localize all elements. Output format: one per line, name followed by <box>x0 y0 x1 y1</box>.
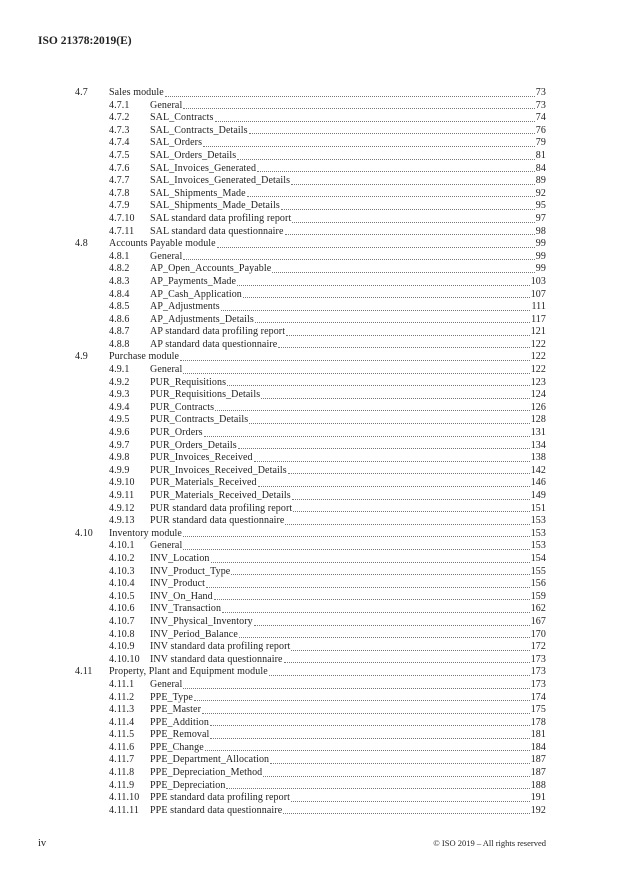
toc-entry-number: 4.11.9 <box>109 779 135 791</box>
dot-leader <box>204 427 530 437</box>
toc-entry-title: Property, Plant and Equipment module <box>109 666 268 678</box>
toc-entry-page: 89 <box>535 175 546 187</box>
toc-entry-number: 4.7 <box>75 87 88 98</box>
toc-subsection-entry[interactable] <box>75 704 546 717</box>
dot-leader <box>283 805 529 815</box>
toc-entry-number: 4.10.7 <box>109 615 135 627</box>
toc-subsection-entry[interactable] <box>75 200 546 213</box>
dot-leader <box>183 540 529 550</box>
toc-entry-page: 98 <box>535 225 546 237</box>
dot-leader <box>254 616 530 626</box>
toc-subsection-entry[interactable] <box>75 616 546 629</box>
toc-entry-page: 107 <box>530 288 546 300</box>
toc-entry-title: SAL_Invoices_Generated <box>150 162 257 174</box>
toc-entry-title: PUR_Materials_Received <box>150 477 257 489</box>
dot-leader <box>210 729 529 739</box>
dot-leader <box>206 578 530 588</box>
toc-subsection-entry[interactable] <box>75 629 546 642</box>
dot-leader <box>269 666 530 676</box>
toc-entry-number: 4.8.1 <box>109 250 130 262</box>
toc-entry-page: 159 <box>530 590 546 602</box>
toc-entry-title: AP_Payments_Made <box>150 275 237 287</box>
toc-entry-page: 99 <box>535 263 546 275</box>
toc-entry-title: PPE_Removal <box>150 729 210 741</box>
toc-entry-page: 149 <box>530 490 546 501</box>
toc-entry-number: 4.7.3 <box>109 124 130 136</box>
dot-leader <box>226 780 529 790</box>
toc-entry-number: 4.11.8 <box>109 767 135 779</box>
toc-entry-title: PUR standard data questionnaire <box>150 515 285 527</box>
dot-leader <box>217 238 535 248</box>
toc-entry-title: PUR_Requisitions <box>150 376 227 388</box>
toc-entry-title: PPE_Change <box>150 741 204 753</box>
toc-entry-page: 188 <box>530 779 546 791</box>
toc-subsection-entry[interactable] <box>75 263 546 276</box>
toc-entry-page: 187 <box>530 754 546 766</box>
toc-entry-number: 4.9.7 <box>109 439 130 451</box>
toc-entry-title: SAL_Shipments_Made <box>150 187 246 199</box>
toc-entry-title: INV_Transaction <box>150 603 222 615</box>
toc-entry-number: 4.10.4 <box>109 578 135 590</box>
toc-entry-page: 81 <box>535 149 546 161</box>
dot-leader <box>281 200 535 210</box>
toc-entry-title: PPE standard data profiling report <box>150 792 291 804</box>
toc-subsection-entry[interactable] <box>75 767 546 780</box>
toc-subsection-entry[interactable] <box>75 692 546 705</box>
toc-entry-page: 73 <box>535 99 546 111</box>
toc-entry-number: 4.8.2 <box>109 263 130 275</box>
toc-subsection-entry[interactable] <box>75 566 546 579</box>
toc-subsection-entry[interactable] <box>75 742 546 755</box>
toc-entry-title: General <box>150 540 183 552</box>
toc-entry-title: SAL_Contracts <box>150 112 214 124</box>
toc-subsection-entry[interactable] <box>75 326 546 339</box>
toc-entry-page: 156 <box>530 578 546 590</box>
toc-entry-number: 4.8 <box>75 238 88 250</box>
toc-entry-page: 146 <box>530 477 546 489</box>
dot-leader <box>249 414 529 424</box>
toc-subsection-entry[interactable] <box>75 402 546 415</box>
dot-leader <box>194 692 530 702</box>
toc-entry-number: 4.9.11 <box>109 490 135 501</box>
toc-entry-page: 111 <box>531 301 546 313</box>
toc-entry-title: General <box>150 250 183 262</box>
toc-entry-number: 4.9 <box>75 351 88 363</box>
page-number: iv <box>38 838 47 849</box>
toc-entry-page: 153 <box>530 515 546 527</box>
toc-entry-page: 134 <box>530 439 546 451</box>
dot-leader <box>285 226 535 236</box>
dot-leader <box>210 717 530 727</box>
toc-entry-number: 4.10.8 <box>109 628 135 640</box>
dot-leader <box>238 440 530 450</box>
toc-entry-title: SAL_Orders_Details <box>150 149 237 161</box>
toc-subsection-entry[interactable] <box>75 679 546 692</box>
toc-entry-number: 4.10.10 <box>109 653 140 665</box>
toc-subsection-entry[interactable] <box>75 603 546 616</box>
toc-entry-page: 126 <box>530 401 546 413</box>
toc-entry-number: 4.7.1 <box>109 99 130 111</box>
dot-leader <box>227 377 530 387</box>
toc-entry-page: 117 <box>531 313 546 325</box>
toc-entry-title: PUR_Orders <box>150 427 203 439</box>
toc-entry-page: 153 <box>530 527 546 539</box>
toc-subsection-entry[interactable] <box>75 515 546 528</box>
toc-entry-page: 74 <box>535 112 546 124</box>
toc-entry-title: SAL_Orders <box>150 137 203 149</box>
toc-entry-number: 4.11.6 <box>109 741 135 753</box>
toc-subsection-entry[interactable] <box>75 540 546 553</box>
toc-entry-page: 172 <box>530 641 546 653</box>
toc-subsection-entry[interactable] <box>75 717 546 730</box>
toc-entry-title: PUR_Invoices_Received <box>150 452 253 464</box>
toc-entry-page: 192 <box>530 804 546 816</box>
toc-entry-number: 4.7.7 <box>109 175 130 187</box>
copyright-notice: © ISO 2019 – All rights reserved <box>433 838 546 848</box>
toc-entry-title: INV standard data questionnaire <box>150 653 283 665</box>
toc-entry-number: 4.7.11 <box>109 225 135 237</box>
toc-subsection-entry[interactable] <box>75 477 546 490</box>
dot-leader <box>286 326 530 336</box>
toc-subsection-entry[interactable] <box>75 641 546 654</box>
dot-leader <box>183 100 534 110</box>
dot-leader <box>183 364 529 374</box>
toc-subsection-entry[interactable] <box>75 289 546 302</box>
toc-section-entry[interactable] <box>75 666 546 679</box>
toc-entry-title: AP_Adjustments_Details <box>150 313 254 325</box>
toc-section-entry[interactable] <box>75 238 546 251</box>
dot-leader <box>237 150 535 160</box>
toc-entry-number: 4.9.12 <box>109 502 135 514</box>
dot-leader <box>270 754 530 764</box>
toc-subsection-entry[interactable] <box>75 654 546 667</box>
toc-entry-title: AP_Cash_Application <box>150 288 242 300</box>
toc-entry-title: INV_On_Hand <box>150 590 213 602</box>
toc-entry-number: 4.7.10 <box>109 212 135 224</box>
toc-entry-page: 99 <box>535 250 546 262</box>
toc-entry-page: 173 <box>530 678 546 690</box>
toc-subsection-entry[interactable] <box>75 213 546 226</box>
toc-entry-title: SAL_Shipments_Made_Details <box>150 200 280 212</box>
toc-entry-title: INV_Product <box>150 578 205 590</box>
toc-entry-page: 138 <box>530 452 546 464</box>
toc-entry-page: 187 <box>530 767 546 779</box>
toc-entry-title: PPE standard data questionnaire <box>150 804 283 816</box>
toc-entry-number: 4.10 <box>75 527 93 539</box>
dot-leader <box>272 263 535 273</box>
toc-entry-title: PPE_Master <box>150 704 201 716</box>
toc-entry-title: SAL_Contracts_Details <box>150 124 248 136</box>
toc-entry-number: 4.8.7 <box>109 326 130 338</box>
toc-section-entry[interactable] <box>75 351 546 364</box>
toc-entry-title: INV standard data profiling report <box>150 641 291 653</box>
dot-leader <box>261 389 530 399</box>
toc-entry-number: 4.9.2 <box>109 376 130 388</box>
dot-leader <box>254 452 530 462</box>
toc-entry-number: 4.9.6 <box>109 427 130 439</box>
toc-entry-number: 4.9.13 <box>109 515 135 527</box>
toc-subsection-entry[interactable] <box>75 452 546 465</box>
toc-entry-title: AP_Adjustments <box>150 301 220 313</box>
dot-leader <box>285 515 529 525</box>
toc-entry-number: 4.11.11 <box>109 804 139 816</box>
dot-leader <box>183 528 530 538</box>
toc-entry-page: 128 <box>530 414 546 426</box>
toc-entry-title: Purchase module <box>109 351 180 363</box>
dot-leader <box>257 163 535 173</box>
toc-entry-page: 92 <box>535 187 546 199</box>
toc-entry-page: 184 <box>530 741 546 753</box>
toc-subsection-entry[interactable] <box>75 301 546 314</box>
toc-entry-page: 122 <box>530 351 546 363</box>
dot-leader <box>243 289 530 299</box>
toc-entry-number: 4.11.10 <box>109 792 140 804</box>
toc-subsection-entry[interactable] <box>75 792 546 805</box>
toc-entry-number: 4.9.1 <box>109 364 130 376</box>
toc-entry-number: 4.9.4 <box>109 401 130 413</box>
toc-entry-page: 191 <box>530 792 546 804</box>
toc-entry-page: 151 <box>530 502 546 514</box>
toc-subsection-entry[interactable] <box>75 112 546 125</box>
toc-entry-page: 73 <box>535 87 546 98</box>
toc-subsection-entry[interactable] <box>75 276 546 289</box>
toc-entry-page: 178 <box>530 716 546 728</box>
toc-subsection-entry[interactable] <box>75 490 546 503</box>
toc-entry-page: 173 <box>530 666 546 678</box>
toc-section-entry[interactable] <box>75 528 546 541</box>
toc-entry-title: PPE_Addition <box>150 716 209 728</box>
toc-entry-number: 4.7.2 <box>109 112 130 124</box>
toc-entry-number: 4.11 <box>75 666 93 678</box>
toc-entry-title: INV_Product_Type <box>150 565 231 577</box>
toc-entry-page: 167 <box>530 615 546 627</box>
dot-leader <box>278 339 529 349</box>
toc-subsection-entry[interactable] <box>75 188 546 201</box>
toc-subsection-entry[interactable] <box>75 251 546 264</box>
toc-subsection-entry[interactable] <box>75 137 546 150</box>
toc-entry-page: 103 <box>530 275 546 287</box>
toc-entry-title: Inventory module <box>109 527 182 539</box>
toc-subsection-entry[interactable] <box>75 100 546 113</box>
toc-subsection-entry[interactable] <box>75 389 546 402</box>
dot-leader <box>292 213 534 223</box>
toc-entry-number: 4.9.5 <box>109 414 130 426</box>
dot-leader <box>284 654 530 664</box>
dot-leader <box>231 566 529 576</box>
toc-subsection-entry[interactable] <box>75 150 546 163</box>
dot-leader <box>165 87 535 97</box>
toc-entry-title: PUR_Contracts_Details <box>150 414 249 426</box>
dot-leader <box>291 641 529 651</box>
toc-entry-number: 4.9.9 <box>109 464 130 476</box>
toc-entry-page: 123 <box>530 376 546 388</box>
dot-leader <box>239 629 530 639</box>
dot-leader <box>291 792 530 802</box>
toc-entry-page: 142 <box>530 464 546 476</box>
toc-subsection-entry[interactable] <box>75 591 546 604</box>
toc-entry-page: 99 <box>535 238 546 250</box>
toc-entry-page: 131 <box>530 427 546 439</box>
toc-entry-page: 155 <box>530 565 546 577</box>
toc-section-entry[interactable] <box>75 87 546 100</box>
toc-entry-page: 122 <box>530 338 546 350</box>
toc-entry-title: INV_Physical_Inventory <box>150 615 253 627</box>
toc-entry-title: PPE_Department_Allocation <box>150 754 270 766</box>
toc-entry-number: 4.7.8 <box>109 187 130 199</box>
toc-entry-page: 95 <box>535 200 546 212</box>
dot-leader <box>215 112 535 122</box>
toc-entry-number: 4.11.4 <box>109 716 135 728</box>
toc-entry-title: General <box>150 364 183 376</box>
dot-leader <box>292 490 530 500</box>
toc-entry-title: SAL standard data questionnaire <box>150 225 284 237</box>
dot-leader <box>291 175 535 185</box>
dot-leader <box>221 301 531 311</box>
table-of-contents <box>75 87 546 817</box>
toc-entry-title: PPE_Depreciation <box>150 779 226 791</box>
toc-entry-number: 4.8.5 <box>109 301 130 313</box>
dot-leader <box>202 704 530 714</box>
toc-entry-page: 84 <box>535 162 546 174</box>
toc-entry-number: 4.8.6 <box>109 313 130 325</box>
dot-leader <box>293 503 529 513</box>
toc-entry-title: PUR_Orders_Details <box>150 439 237 451</box>
toc-entry-number: 4.10.1 <box>109 540 135 552</box>
toc-entry-number: 4.9.10 <box>109 477 135 489</box>
toc-subsection-entry[interactable] <box>75 414 546 427</box>
toc-entry-number: 4.10.3 <box>109 565 135 577</box>
toc-subsection-entry[interactable] <box>75 465 546 478</box>
toc-entry-number: 4.8.4 <box>109 288 130 300</box>
toc-entry-number: 4.7.5 <box>109 149 130 161</box>
toc-entry-page: 153 <box>530 540 546 552</box>
toc-entry-title: PUR_Contracts <box>150 401 215 413</box>
toc-subsection-entry[interactable] <box>75 440 546 453</box>
toc-entry-title: PPE_Depreciation_Method <box>150 767 263 779</box>
toc-entry-number: 4.10.5 <box>109 590 135 602</box>
dot-leader <box>215 402 530 412</box>
toc-entry-title: AP_Open_Accounts_Payable <box>150 263 272 275</box>
toc-entry-page: 97 <box>535 212 546 224</box>
toc-entry-number: 4.11.1 <box>109 678 135 690</box>
toc-entry-title: PUR_Materials_Received_Details <box>150 490 291 501</box>
toc-entry-title: Accounts Payable module <box>109 238 216 250</box>
toc-entry-title: AP standard data profiling report <box>150 326 286 338</box>
toc-entry-number: 4.9.8 <box>109 452 130 464</box>
toc-subsection-entry[interactable] <box>75 364 546 377</box>
toc-entry-number: 4.11.3 <box>109 704 135 716</box>
dot-leader <box>211 553 530 563</box>
dot-leader <box>183 679 529 689</box>
toc-entry-title: SAL_Invoices_Generated_Details <box>150 175 291 187</box>
toc-subsection-entry[interactable] <box>75 754 546 767</box>
toc-entry-number: 4.10.9 <box>109 641 135 653</box>
dot-leader <box>237 276 530 286</box>
toc-entry-title: PUR_Invoices_Received_Details <box>150 464 287 476</box>
toc-entry-title: AP standard data questionnaire <box>150 338 278 350</box>
toc-subsection-entry[interactable] <box>75 163 546 176</box>
toc-entry-number: 4.7.9 <box>109 200 130 212</box>
toc-entry-title: INV_Period_Balance <box>150 628 238 640</box>
toc-subsection-entry[interactable] <box>75 780 546 793</box>
toc-entry-page: 170 <box>530 628 546 640</box>
toc-subsection-entry[interactable] <box>75 314 546 327</box>
toc-entry-title: Sales module <box>109 87 164 98</box>
toc-entry-number: 4.11.2 <box>109 691 135 703</box>
toc-entry-title: SAL standard data profiling report <box>150 212 292 224</box>
dot-leader <box>263 767 529 777</box>
toc-subsection-entry[interactable] <box>75 339 546 352</box>
toc-subsection-entry[interactable] <box>75 226 546 239</box>
toc-entry-number: 4.11.5 <box>109 729 135 741</box>
toc-entry-number: 4.7.6 <box>109 162 130 174</box>
toc-subsection-entry[interactable] <box>75 578 546 591</box>
dot-leader <box>247 188 535 198</box>
toc-entry-page: 76 <box>535 124 546 136</box>
dot-leader <box>222 603 530 613</box>
dot-leader <box>258 477 530 487</box>
toc-subsection-entry[interactable] <box>75 805 546 818</box>
toc-entry-page: 174 <box>530 691 546 703</box>
document-header: ISO 21378:2019(E) <box>38 35 132 47</box>
toc-entry-title: PUR standard data profiling report <box>150 502 293 514</box>
toc-entry-title: PUR_Requisitions_Details <box>150 389 261 401</box>
toc-subsection-entry[interactable] <box>75 377 546 390</box>
dot-leader <box>214 591 530 601</box>
dot-leader <box>203 137 535 147</box>
toc-entry-page: 124 <box>530 389 546 401</box>
toc-entry-page: 162 <box>530 603 546 615</box>
dot-leader <box>255 314 530 324</box>
dot-leader <box>183 251 534 261</box>
toc-entry-number: 4.9.3 <box>109 389 130 401</box>
toc-entry-number: 4.10.2 <box>109 552 135 564</box>
toc-entry-page: 79 <box>535 137 546 149</box>
toc-entry-number: 4.11.7 <box>109 754 135 766</box>
toc-entry-title: General <box>150 99 183 111</box>
toc-entry-page: 175 <box>530 704 546 716</box>
toc-entry-title: INV_Location <box>150 552 210 564</box>
toc-subsection-entry[interactable] <box>75 729 546 742</box>
toc-entry-page: 154 <box>530 552 546 564</box>
toc-subsection-entry[interactable] <box>75 427 546 440</box>
toc-subsection-entry[interactable] <box>75 125 546 138</box>
toc-entry-page: 121 <box>530 326 546 338</box>
toc-entry-number: 4.7.4 <box>109 137 130 149</box>
dot-leader <box>288 465 530 475</box>
toc-subsection-entry[interactable] <box>75 503 546 516</box>
toc-subsection-entry[interactable] <box>75 175 546 188</box>
toc-entry-number: 4.10.6 <box>109 603 135 615</box>
toc-entry-number: 4.8.8 <box>109 338 130 350</box>
toc-entry-title: General <box>150 678 183 690</box>
dot-leader <box>205 742 530 752</box>
toc-entry-page: 122 <box>530 364 546 376</box>
dot-leader <box>249 125 535 135</box>
toc-entry-title: PPE_Type <box>150 691 193 703</box>
toc-entry-number: 4.8.3 <box>109 275 130 287</box>
dot-leader <box>180 351 530 361</box>
toc-entry-page: 181 <box>530 729 546 741</box>
toc-subsection-entry[interactable] <box>75 553 546 566</box>
toc-entry-page: 173 <box>530 653 546 665</box>
